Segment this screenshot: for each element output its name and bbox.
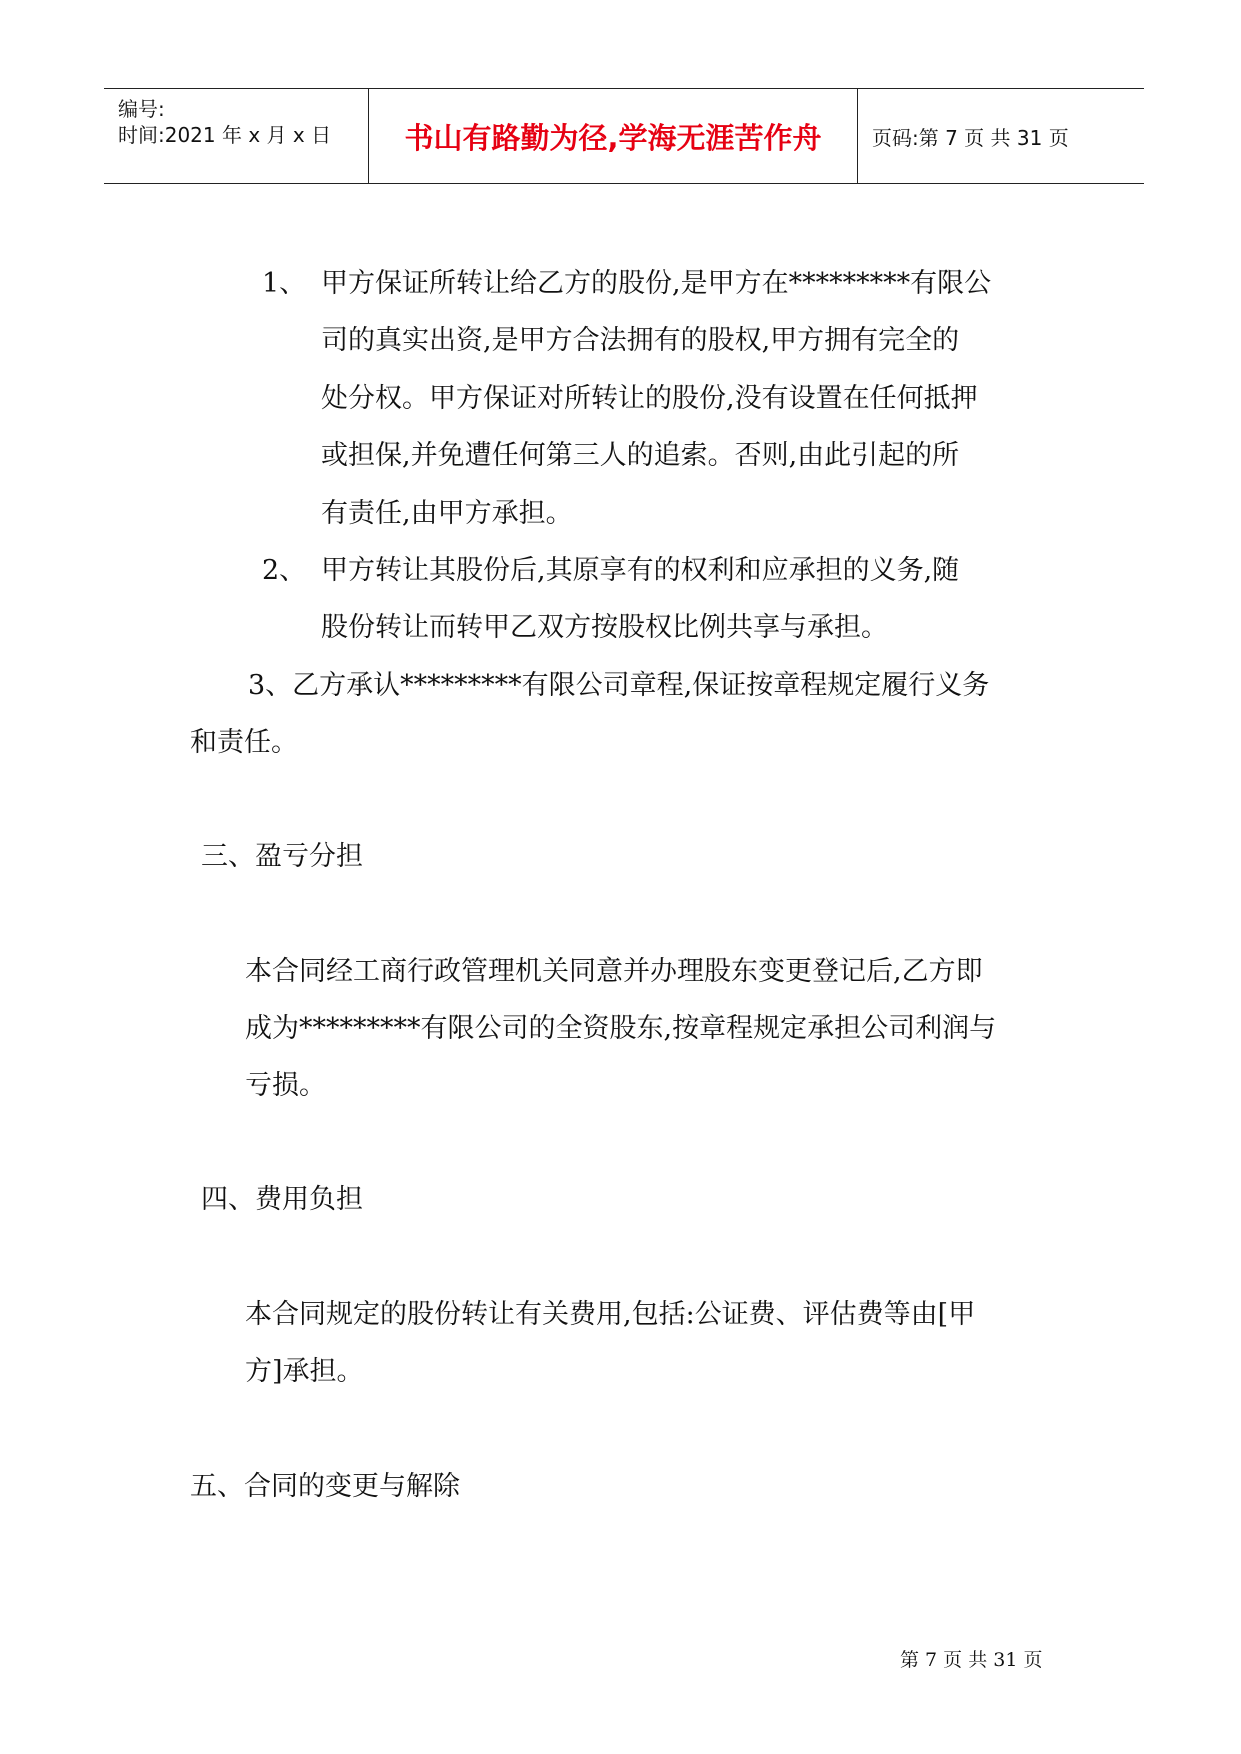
section-4-line-1: 本合同规定的股份转让有关费用,包括:公证费、评估费等由[甲 bbox=[245, 1299, 976, 1330]
item-1-line-4: 或担保,并免遭任何第三人的追索。否则,由此引起的所 bbox=[321, 440, 960, 471]
item-3-line-1: 3、乙方承认*********有限公司章程,保证按章程规定履行义务 bbox=[248, 670, 990, 701]
page-header bbox=[104, 88, 1144, 184]
section-3-line-3: 亏损。 bbox=[245, 1070, 326, 1101]
item-1-number: 1、 bbox=[262, 268, 307, 299]
header-meta bbox=[104, 89, 369, 183]
section-3-line-1: 本合同经工商行政管理机关同意并办理股东变更登记后,乙方即 bbox=[245, 956, 983, 987]
item-1-line-3: 处分权。甲方保证对所转让的股份,没有设置在任何抵押 bbox=[321, 383, 978, 414]
item-1-line-1: 甲方保证所转让给乙方的股份,是甲方在*********有限公 bbox=[321, 268, 992, 299]
item-3-line-2: 和责任。 bbox=[190, 727, 298, 758]
section-4-heading: 四、费用负担 bbox=[201, 1184, 363, 1215]
item-2-number: 2、 bbox=[262, 555, 307, 586]
time-label: 时间:2021 年 x 月 x 日 bbox=[118, 123, 332, 147]
number-label: 编号: bbox=[118, 97, 165, 121]
item-2-line-2: 股份转让而转甲乙双方按股权比例共享与承担。 bbox=[321, 612, 888, 643]
section-3-line-2: 成为*********有限公司的全资股东,按章程规定承担公司利润与 bbox=[245, 1013, 997, 1044]
section-4-line-2: 方]承担。 bbox=[245, 1356, 364, 1387]
page-footer: 第 7 页 共 31 页 bbox=[900, 1649, 1043, 1671]
item-1-line-2: 司的真实出资,是甲方合法拥有的股权,甲方拥有完全的 bbox=[321, 325, 960, 356]
motto: 书山有路勤为径,学海无涯苦作舟 bbox=[404, 120, 822, 155]
header-page-info: 页码:第 7 页 共 31 页 bbox=[872, 125, 1069, 150]
section-3-heading: 三、盈亏分担 bbox=[201, 841, 363, 872]
item-1-line-5: 有责任,由甲方承担。 bbox=[321, 498, 573, 529]
header-motto-cell bbox=[369, 89, 858, 183]
section-5-heading: 五、合同的变更与解除 bbox=[190, 1471, 460, 1502]
item-2-line-1: 甲方转让其股份后,其原享有的权利和应承担的义务,随 bbox=[321, 555, 960, 586]
